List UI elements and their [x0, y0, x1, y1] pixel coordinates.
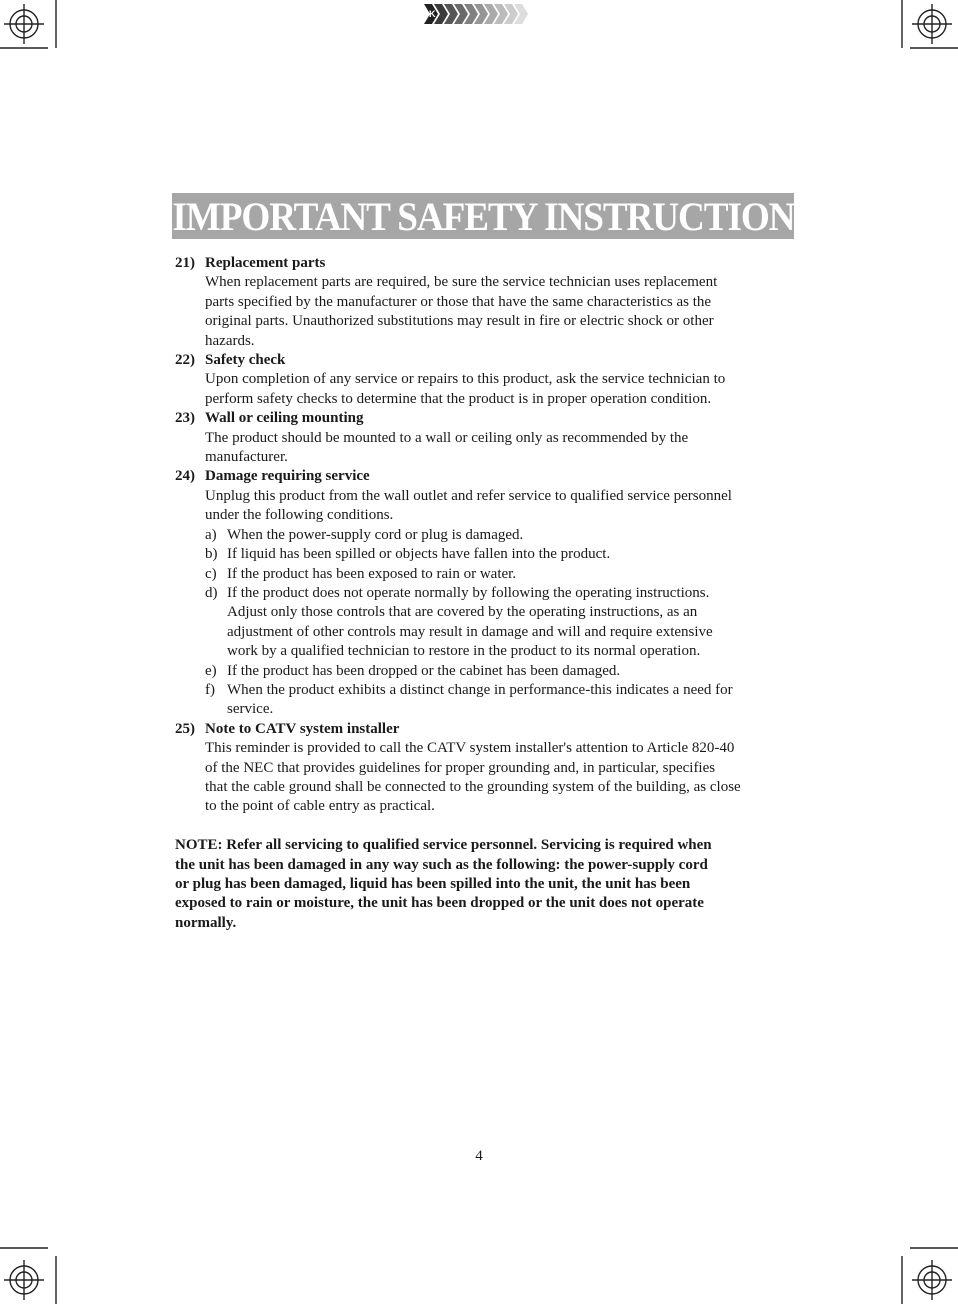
- body-line: When replacement parts are required, be sure the service technician uses replacement: [205, 274, 718, 291]
- condition-line: When the power-supply cord or plug is damaged.: [227, 526, 524, 543]
- instruction-heading: [175, 409, 815, 428]
- instruction-list: [175, 254, 815, 933]
- registration-mark-icon: [0, 1246, 58, 1304]
- item-heading-text: Safety check: [205, 352, 286, 369]
- note-line: NOTE: Refer all servicing to qualified service personnel. Servicing is required when: [175, 837, 712, 854]
- registration-mark-icon: [900, 0, 958, 58]
- item-body: [175, 487, 815, 720]
- note-line: exposed to rain or moisture, the unit has been dropped or the unit does not operate: [175, 895, 704, 912]
- condition-item: [205, 681, 815, 720]
- page-title: IMPORTANT SAFETY INSTRUCTION: [172, 193, 794, 239]
- condition-item: [205, 545, 815, 564]
- note-line: the unit has been damaged in any way such as the following: the power-supply cord: [175, 856, 708, 873]
- body-line: under the following conditions.: [205, 507, 394, 524]
- item-number: 22): [175, 352, 195, 369]
- item-number: 25): [175, 720, 195, 737]
- body-line: This reminder is provided to call the CATV system installer's attention to Article 820-40: [205, 740, 735, 757]
- item-heading-text: Damage requiring service: [205, 468, 370, 485]
- instruction-item: [175, 351, 815, 409]
- svg-text:K: K: [429, 9, 436, 19]
- item-heading-text: Note to CATV system installer: [205, 720, 400, 737]
- item-body: [175, 370, 815, 409]
- body-line: parts specified by the manufacturer or those that have the same characteristics as the: [205, 293, 712, 310]
- registration-mark-icon: [900, 1246, 958, 1304]
- condition-text: [227, 565, 516, 584]
- body-line: manufacturer.: [205, 449, 288, 466]
- condition-line: work by a qualified technician to restore in the product to its normal operation.: [227, 643, 701, 660]
- condition-text: [227, 662, 620, 681]
- condition-letter: c): [205, 565, 217, 582]
- instruction-heading: [175, 467, 815, 486]
- page-number: 4: [475, 1148, 483, 1164]
- condition-line: adjustment of other controls may result in damage and will and require extensive: [227, 623, 713, 640]
- body-line: hazards.: [205, 332, 255, 349]
- condition-letter: f): [205, 681, 215, 698]
- condition-item: [205, 526, 815, 545]
- note-line: or plug has been damaged, liquid has been spilled into the unit, the unit has been: [175, 875, 691, 892]
- note-line: normally.: [175, 914, 237, 931]
- instruction-item: [175, 467, 815, 719]
- condition-text: [227, 681, 733, 720]
- condition-letter: e): [205, 662, 217, 679]
- service-note: [175, 836, 785, 933]
- condition-text: [227, 545, 610, 564]
- instruction-item: [175, 409, 815, 467]
- condition-text: [227, 584, 713, 662]
- item-number: 24): [175, 468, 195, 485]
- body-line: to the point of cable entry as practical.: [205, 798, 435, 815]
- condition-line: service.: [227, 701, 274, 718]
- condition-line: If the product has been dropped or the cabinet has been damaged.: [227, 662, 621, 679]
- condition-line: If liquid has been spilled or objects have fallen into the product.: [227, 546, 611, 563]
- body-line: original parts. Unauthorized substitutions may result in fire or electric shock or other: [205, 313, 714, 330]
- condition-letter: a): [205, 526, 217, 543]
- item-heading-text: Wall or ceiling mounting: [205, 410, 364, 427]
- item-body: [175, 429, 815, 468]
- body-line: perform safety checks to determine that the product is in proper operation condition.: [205, 390, 712, 407]
- item-number: 21): [175, 255, 195, 271]
- condition-letter: d): [205, 584, 218, 601]
- body-line: Upon completion of any service or repairs to this product, ask the service technician to: [205, 371, 726, 388]
- color-strip-icon: [418, 2, 538, 31]
- registration-mark-icon: [0, 0, 58, 58]
- condition-item: [205, 662, 815, 681]
- condition-line: Adjust only those controls that are covered by the operating instructions, as an: [227, 604, 698, 621]
- condition-text: [227, 526, 523, 545]
- condition-item: [205, 584, 815, 662]
- instruction-heading: [175, 720, 815, 739]
- condition-item: [205, 565, 815, 584]
- body-line: of the NEC that provides guidelines for proper grounding and, in particular, specifies: [205, 759, 716, 776]
- body-line: The product should be mounted to a wall or ceiling only as recommended by the: [205, 429, 689, 446]
- title-banner: [172, 193, 794, 239]
- body-line: Unplug this product from the wall outlet and refer service to qualified service personnel: [205, 487, 732, 504]
- condition-letter: b): [205, 546, 218, 563]
- instruction-item: [175, 254, 815, 351]
- condition-line: When the product exhibits a distinct change in performance-this indicates a need for: [227, 681, 733, 698]
- item-body: [175, 739, 815, 817]
- instruction-item: [175, 720, 815, 817]
- condition-line: If the product has been exposed to rain or water.: [227, 565, 517, 582]
- instruction-heading: [175, 351, 815, 370]
- item-heading-text: Replacement parts: [205, 255, 326, 271]
- item-number: 23): [175, 410, 195, 427]
- body-line: that the cable ground shall be connected to the grounding system of the building, as close: [205, 778, 741, 795]
- item-body: [175, 273, 815, 351]
- condition-line: If the product does not operate normally by following the operating instructions.: [227, 584, 710, 601]
- instruction-heading: [175, 254, 815, 273]
